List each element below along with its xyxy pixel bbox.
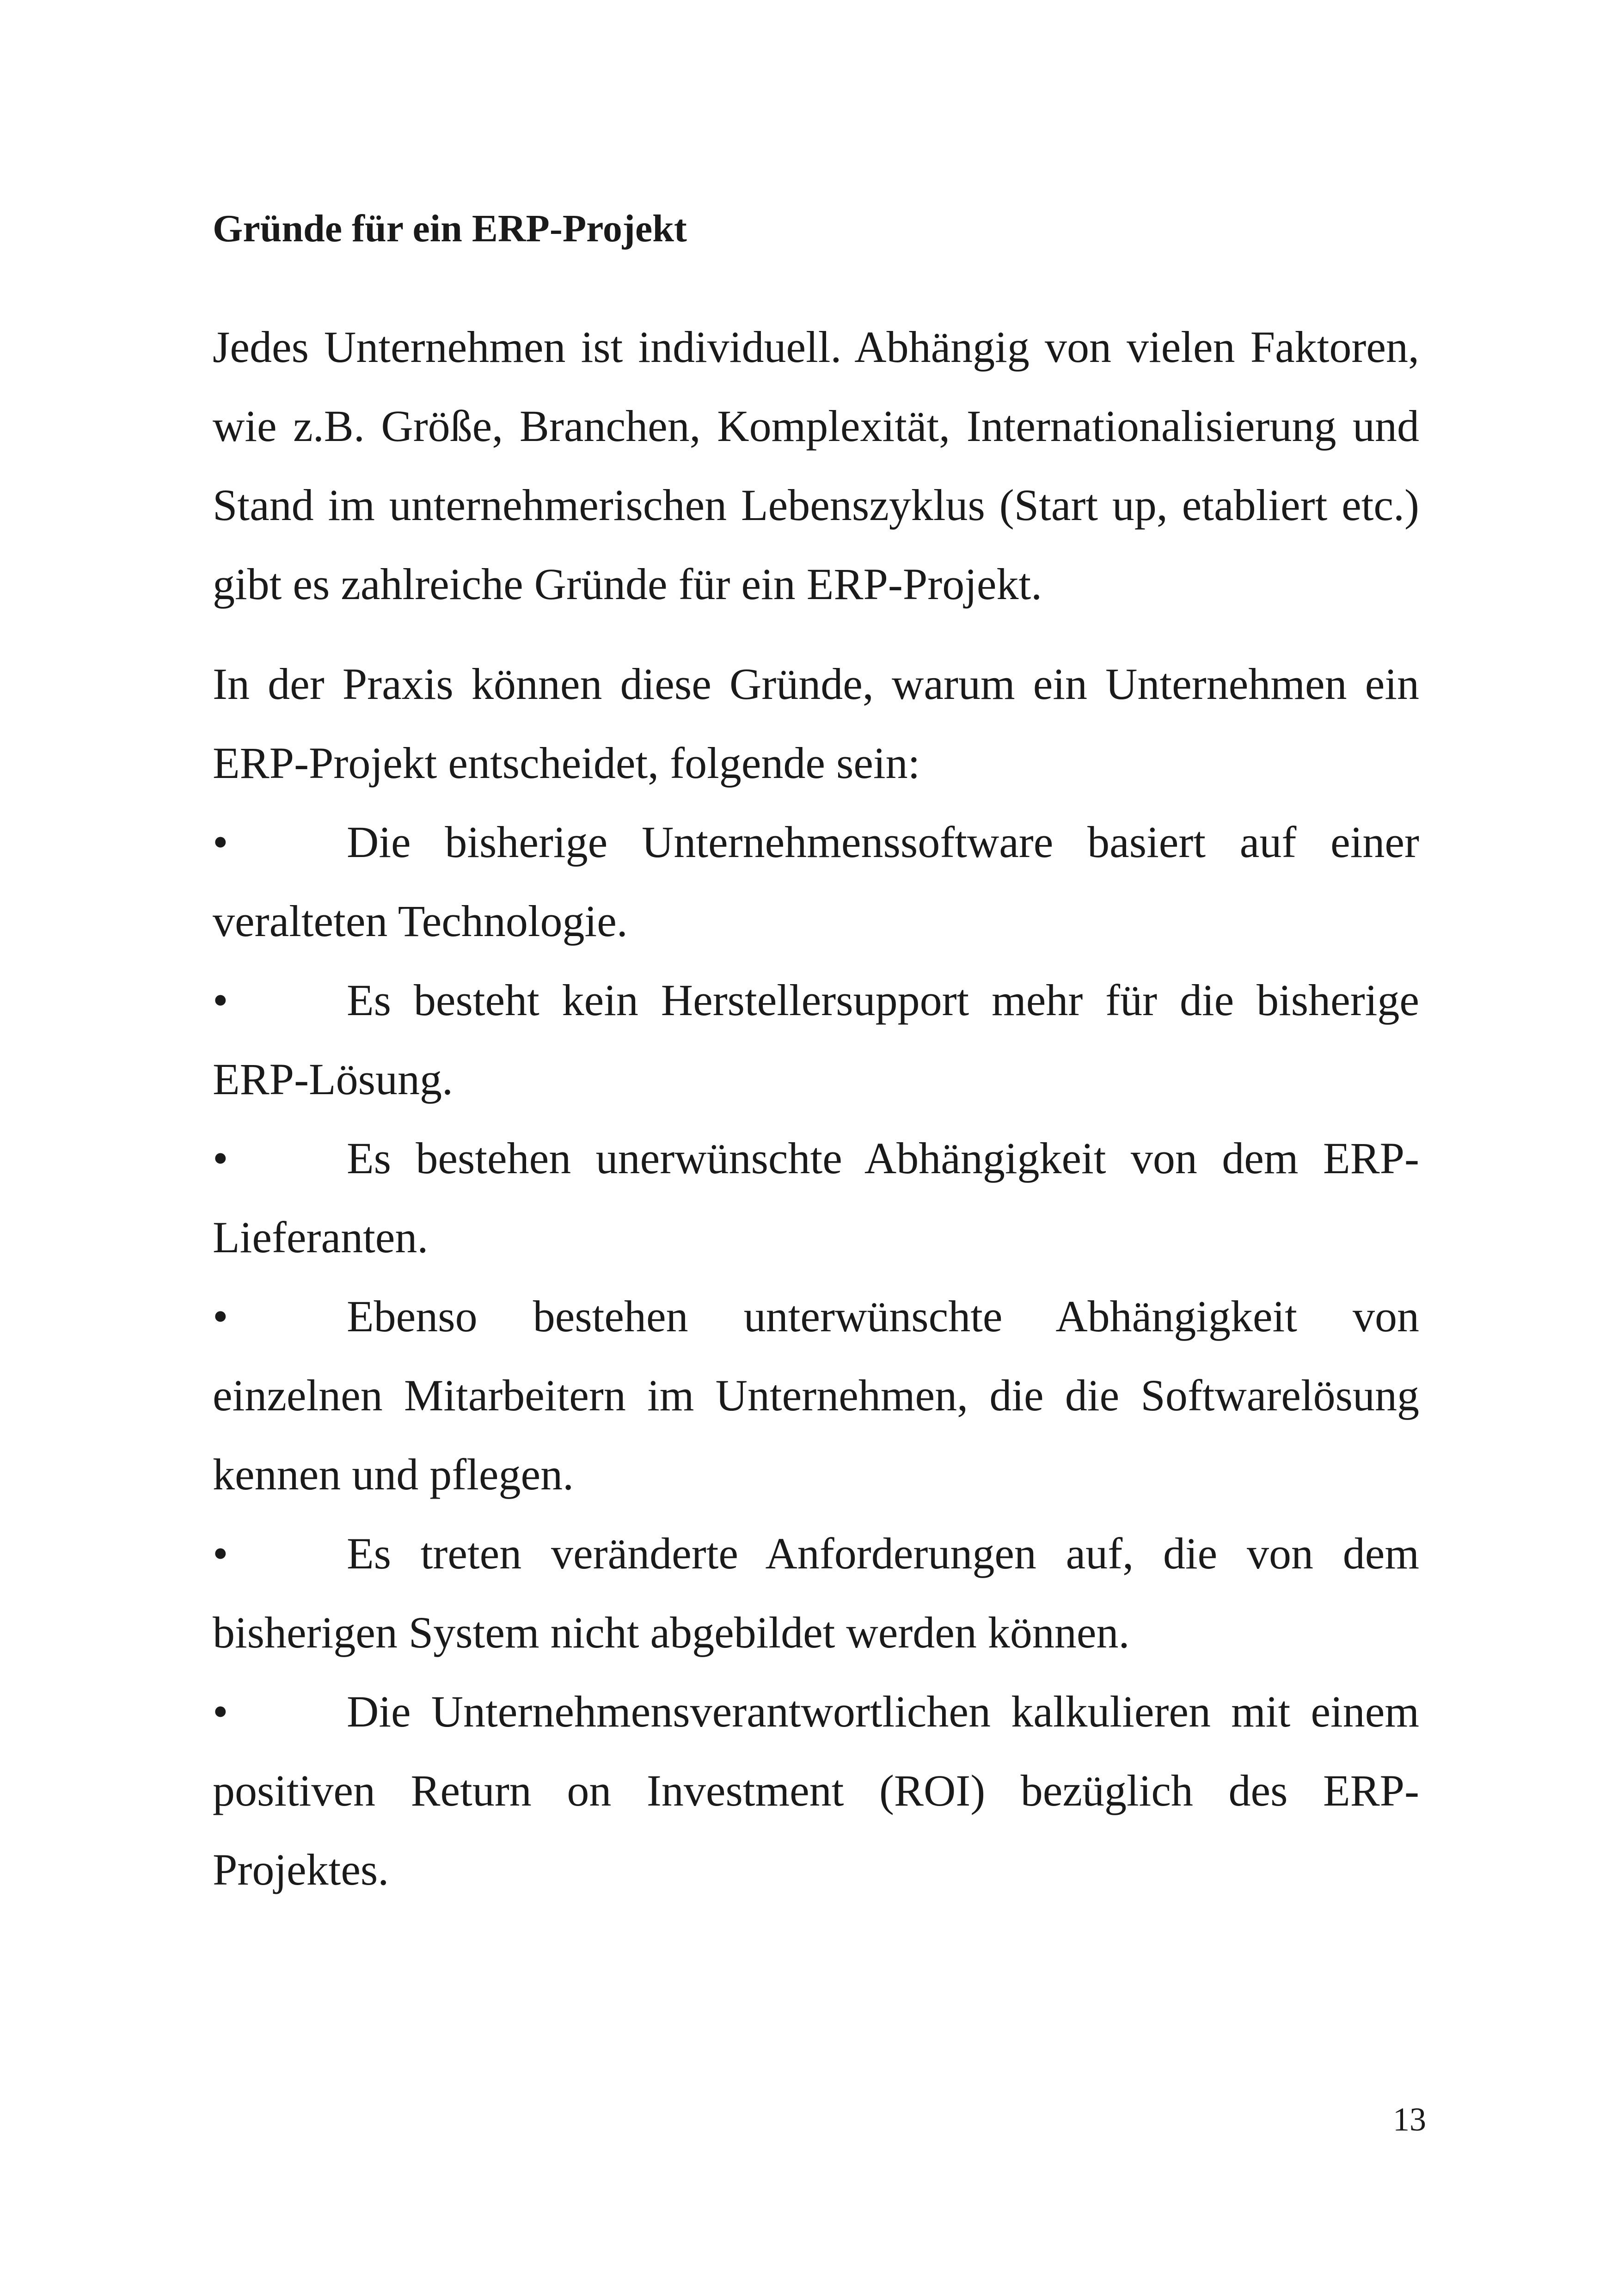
list-item-text: Die Unternehmensverantwortlichen kalkulieren mit einem positiven Return on Investment (ROI) bezüglich des ERP-Projektes. — [213, 1687, 1419, 1894]
reasons-list — [213, 802, 1419, 1909]
list-item-text: Ebenso bestehen unterwünschte Abhängigkeit von einzelnen Mitarbeitern im Unternehmen, die die Softwarelösung kennen und pflegen. — [213, 1292, 1419, 1499]
page-number: 13 — [1393, 2101, 1426, 2138]
bullet-icon: • — [213, 1292, 228, 1341]
list-item — [213, 802, 1419, 961]
intro-paragraph: Jedes Unternehmen ist individuell. Abhängig von vielen Faktoren, wie z.B. Größe, Branchen, Komplexität, Internationalisierung und Stand im unternehmerischen Lebenszyklus (Start up, etabliert etc.) gibt es zahlreiche Gründe für ein ERP-Projekt. — [213, 322, 1419, 609]
page-content — [213, 199, 1419, 1909]
bullet-icon: • — [213, 1687, 228, 1736]
list-item — [213, 1277, 1419, 1514]
list-item — [213, 1119, 1419, 1277]
list-item — [213, 961, 1419, 1119]
list-item — [213, 1672, 1419, 1909]
bullet-icon: • — [213, 1529, 228, 1578]
bullet-icon: • — [213, 817, 228, 867]
bullet-icon: • — [213, 1133, 228, 1183]
lead-paragraph: In der Praxis können diese Gründe, warum ein Unternehmen ein ERP-Projekt entscheidet, folgende sein: — [213, 659, 1419, 788]
list-item-text: Es besteht kein Herstellersupport mehr für die bisherige ERP-Lösung. — [213, 975, 1419, 1104]
list-item-text: Es treten veränderte Anforderungen auf, die von dem bisherigen System nicht abgebildet werden können. — [213, 1529, 1419, 1657]
section-heading: Gründe für ein ERP-Projekt — [213, 207, 687, 250]
bullet-icon: • — [213, 975, 228, 1025]
list-item-text: Es bestehen unerwünschte Abhängigkeit von dem ERP-Lieferanten. — [213, 1133, 1419, 1262]
list-item-text: Die bisherige Unternehmenssoftware basiert auf einer veralteten Technologie. — [213, 817, 1419, 946]
list-item — [213, 1514, 1419, 1672]
